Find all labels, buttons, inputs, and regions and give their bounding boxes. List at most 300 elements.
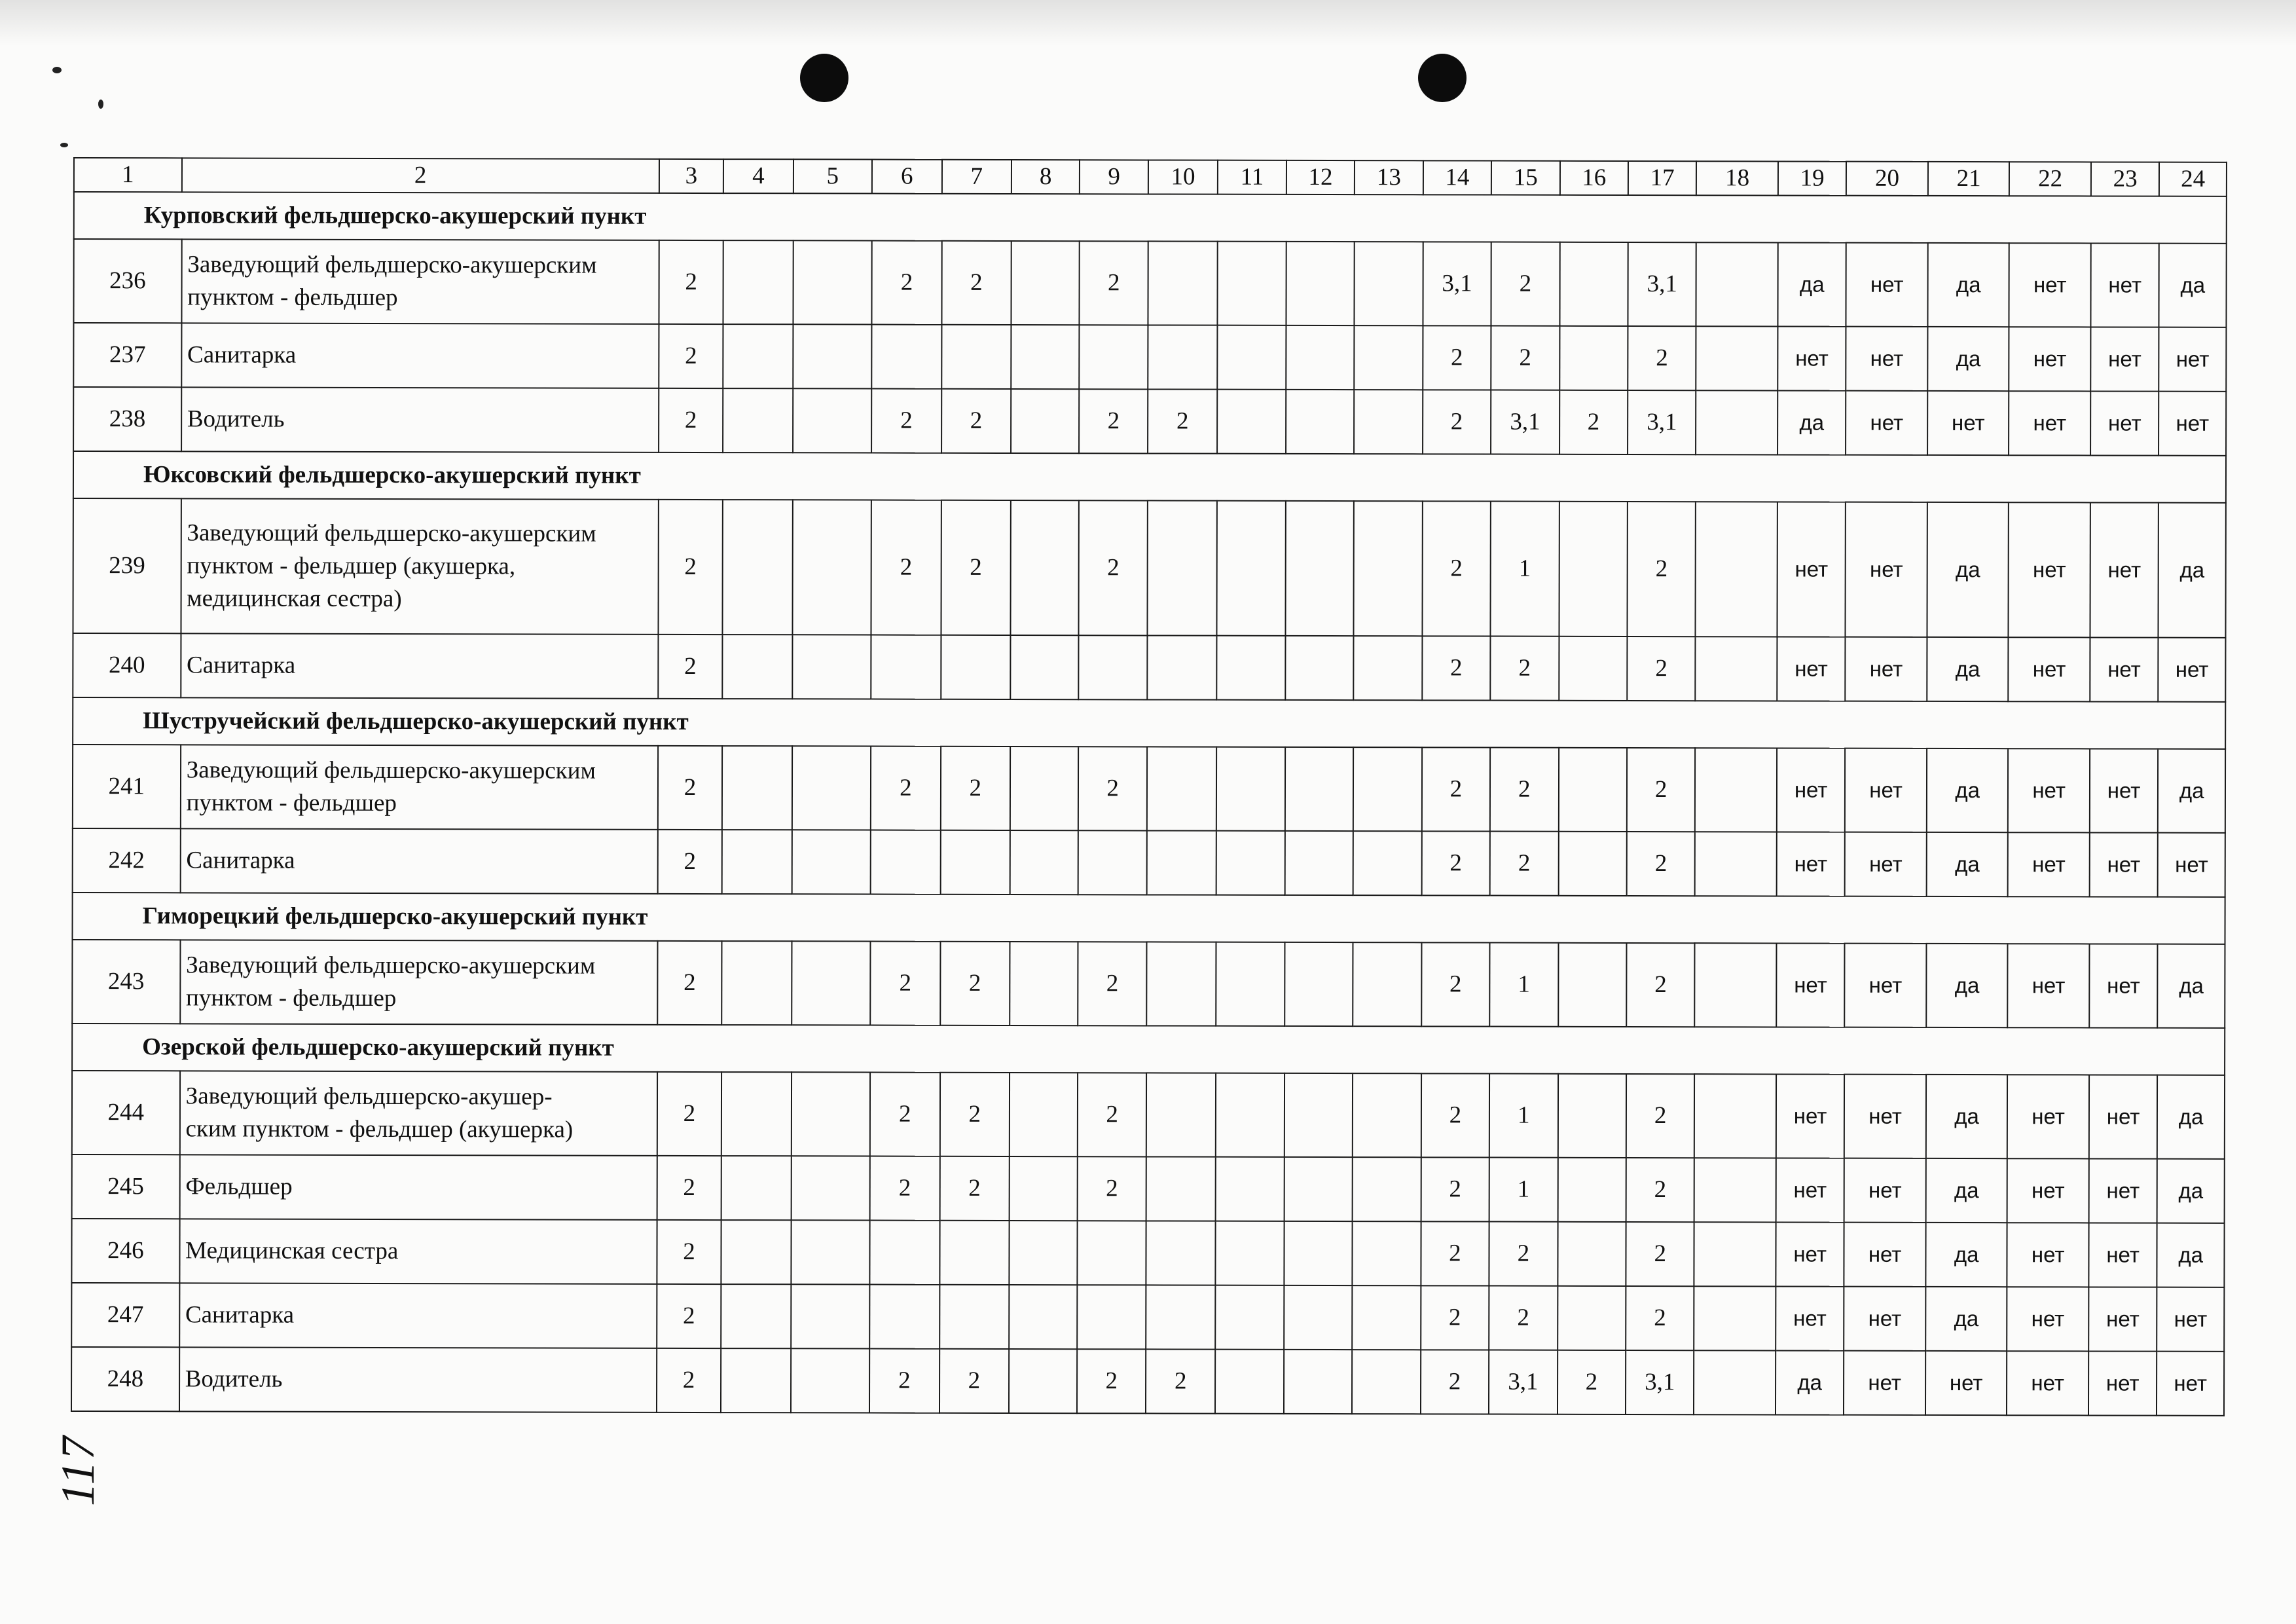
cell-col-4 — [721, 1284, 791, 1348]
table-body — [71, 158, 2227, 1416]
cell-col-23: нет — [2090, 391, 2159, 455]
cell-col-7: 2 — [941, 241, 1011, 325]
section-title: Гиморецкий фельдшерско-акушерский пункт — [72, 893, 2225, 944]
cell-col-3: 2 — [659, 388, 723, 452]
cell-col-18 — [1696, 637, 1777, 701]
cell-col-10 — [1147, 830, 1217, 895]
staffing-table — [71, 157, 2227, 1416]
cell-col-21: да — [1925, 1287, 2007, 1351]
cell-col-3: 2 — [658, 746, 723, 830]
column-number-8: 8 — [1011, 160, 1080, 194]
cell-col-4 — [721, 1220, 792, 1284]
cell-col-6 — [871, 830, 941, 894]
cell-col-13 — [1353, 831, 1422, 895]
cell-col-13 — [1353, 1157, 1421, 1221]
column-number-12: 12 — [1286, 160, 1355, 194]
position-title-line: медицинская сестра) — [187, 585, 402, 612]
cell-col-11 — [1216, 831, 1285, 895]
column-number-17: 17 — [1628, 161, 1697, 195]
cell-col-22: нет — [2009, 327, 2091, 391]
cell-col-9: 2 — [1078, 942, 1147, 1025]
cell-col-19: нет — [1776, 1286, 1844, 1350]
cell-col-14: 2 — [1421, 831, 1490, 895]
punch-hole-left — [800, 54, 848, 102]
column-number-24: 24 — [2159, 162, 2227, 196]
row-number: 248 — [71, 1347, 179, 1411]
position-title-line: Водитель — [185, 1365, 283, 1393]
column-number-18: 18 — [1696, 161, 1778, 195]
cell-col-4 — [723, 500, 793, 635]
cell-col-10: 2 — [1148, 389, 1218, 453]
cell-col-18 — [1696, 502, 1777, 637]
cell-col-8 — [1010, 942, 1078, 1025]
cell-col-24: да — [2158, 944, 2225, 1028]
cell-col-16 — [1558, 832, 1627, 896]
column-number-11: 11 — [1218, 160, 1286, 194]
cell-col-16 — [1558, 1158, 1626, 1222]
position-title — [179, 1219, 657, 1284]
cell-col-9: 2 — [1079, 500, 1148, 635]
cell-col-7 — [941, 325, 1011, 389]
cell-col-22: нет — [2009, 637, 2090, 701]
cell-col-11 — [1217, 390, 1286, 454]
cell-col-9 — [1080, 325, 1148, 389]
row-number: 239 — [73, 498, 181, 633]
cell-col-15: 1 — [1489, 1073, 1558, 1157]
position-title-line: Заведующий фельдшерско-акушер- — [185, 1082, 553, 1111]
cell-col-15: 3,1 — [1491, 390, 1559, 454]
cell-col-23: нет — [2088, 1351, 2157, 1415]
position-title-line: Заведующий фельдшерско-акушерским — [186, 951, 596, 980]
cell-col-21: да — [1925, 1223, 2007, 1287]
cell-col-20: нет — [1846, 243, 1928, 327]
row-number: 245 — [72, 1154, 180, 1219]
cell-col-7: 2 — [940, 747, 1010, 830]
cell-col-19: да — [1777, 390, 1846, 454]
section-header-row — [74, 192, 2227, 244]
cell-col-6 — [871, 324, 941, 388]
cell-col-9 — [1079, 635, 1148, 699]
cell-col-15: 2 — [1490, 636, 1559, 700]
cell-col-13 — [1353, 942, 1421, 1026]
cell-col-16 — [1559, 242, 1628, 326]
cell-col-16: 2 — [1558, 1350, 1626, 1414]
table-row — [71, 1347, 2224, 1416]
position-title — [179, 1071, 657, 1156]
cell-col-23: нет — [2088, 1287, 2157, 1351]
cell-col-21: да — [1926, 944, 2008, 1027]
cell-col-7 — [940, 830, 1010, 895]
cell-col-6: 2 — [871, 388, 941, 452]
cell-col-4 — [722, 746, 792, 830]
cell-col-10 — [1146, 1156, 1216, 1221]
cell-col-8 — [1011, 389, 1080, 453]
column-number-19: 19 — [1778, 161, 1847, 195]
section-title: Юксовский фельдшерско-акушерский пункт — [73, 451, 2226, 503]
cell-col-6 — [869, 1284, 939, 1348]
cell-col-23: нет — [2089, 1075, 2158, 1158]
table-row — [71, 1219, 2224, 1287]
cell-col-8 — [1009, 1349, 1078, 1413]
cell-col-3: 2 — [657, 830, 722, 894]
cell-col-20: нет — [1844, 1351, 1925, 1415]
cell-col-4 — [721, 941, 792, 1025]
cell-col-23: нет — [2090, 637, 2159, 701]
cell-col-19: нет — [1776, 943, 1845, 1027]
cell-col-12 — [1284, 1221, 1353, 1285]
cell-col-21: да — [1926, 1075, 2008, 1158]
table-row — [71, 1283, 2224, 1352]
cell-col-12 — [1286, 242, 1355, 325]
cell-col-8 — [1010, 830, 1079, 895]
table-row — [73, 828, 2225, 897]
cell-col-12 — [1285, 831, 1353, 895]
cell-col-15: 2 — [1490, 747, 1559, 831]
column-number-20: 20 — [1846, 162, 1928, 196]
position-title-line: Заведующий фельдшерско-акушерским — [187, 251, 597, 279]
cell-col-19: да — [1776, 1350, 1844, 1414]
cell-col-19: нет — [1777, 832, 1846, 896]
cell-col-21: да — [1927, 502, 2009, 637]
cell-col-11 — [1216, 1285, 1285, 1350]
cell-col-9: 2 — [1078, 1073, 1146, 1156]
row-number: 243 — [72, 940, 180, 1024]
cell-col-24: нет — [2159, 327, 2227, 392]
cell-col-20: нет — [1844, 1287, 1926, 1351]
cell-col-17: 2 — [1628, 326, 1696, 390]
cell-col-14: 2 — [1421, 1157, 1489, 1221]
cell-col-7 — [939, 1285, 1010, 1349]
cell-col-6: 2 — [870, 1072, 940, 1156]
cell-col-15: 2 — [1491, 242, 1560, 325]
cell-col-12 — [1285, 1073, 1353, 1157]
cell-col-7: 2 — [941, 389, 1011, 453]
cell-col-11 — [1218, 242, 1286, 325]
cell-col-14: 2 — [1421, 942, 1490, 1026]
cell-col-20: нет — [1844, 1223, 1926, 1287]
cell-col-19: нет — [1777, 326, 1846, 390]
cell-col-17: 2 — [1626, 1158, 1695, 1222]
cell-col-14: 2 — [1421, 1350, 1489, 1414]
table-row — [73, 498, 2225, 638]
cell-col-9 — [1078, 1285, 1146, 1349]
cell-col-16 — [1558, 1286, 1626, 1350]
scan-speck — [52, 67, 62, 73]
cell-col-3: 2 — [658, 635, 723, 699]
cell-col-10 — [1146, 1073, 1216, 1156]
cell-col-18 — [1694, 1074, 1776, 1158]
cell-col-11 — [1218, 325, 1286, 390]
cell-col-10 — [1148, 325, 1218, 389]
cell-col-23: нет — [2090, 327, 2159, 391]
column-number-10: 10 — [1148, 160, 1218, 194]
cell-col-3: 2 — [657, 1220, 721, 1284]
cell-col-17: 2 — [1626, 1286, 1694, 1350]
cell-col-24: да — [2159, 244, 2227, 327]
cell-col-12 — [1284, 1285, 1353, 1350]
cell-col-18 — [1694, 1286, 1776, 1350]
cell-col-5 — [792, 830, 871, 894]
cell-col-8 — [1009, 1221, 1078, 1285]
cell-col-20: нет — [1846, 637, 1927, 701]
scan-speck — [98, 100, 103, 109]
cell-col-10 — [1148, 241, 1218, 325]
column-number-23: 23 — [2091, 162, 2160, 196]
column-number-21: 21 — [1928, 162, 2010, 196]
cell-col-5 — [792, 635, 871, 699]
cell-col-14: 2 — [1423, 325, 1491, 390]
cell-col-22: нет — [2009, 243, 2091, 327]
table-row — [72, 1071, 2225, 1159]
cell-col-22: нет — [2007, 1223, 2089, 1287]
cell-col-20: нет — [1845, 832, 1927, 896]
cell-col-16 — [1558, 943, 1627, 1027]
section-header-row — [72, 893, 2225, 944]
section-header-row — [73, 697, 2225, 749]
cell-col-8 — [1011, 500, 1080, 635]
cell-col-23: нет — [2090, 502, 2159, 637]
cell-col-5 — [792, 746, 871, 830]
table-row — [73, 387, 2226, 456]
cell-col-16 — [1558, 1222, 1626, 1286]
cell-col-14: 2 — [1422, 636, 1491, 700]
cell-col-4 — [721, 1348, 791, 1412]
cell-col-18 — [1694, 1350, 1776, 1414]
cell-col-9: 2 — [1077, 1349, 1146, 1413]
cell-col-3: 2 — [658, 500, 723, 635]
position-title-line: пунктом - фельдшер — [185, 984, 397, 1012]
cell-col-9: 2 — [1080, 389, 1148, 453]
cell-col-7 — [941, 635, 1011, 699]
cell-col-9: 2 — [1080, 241, 1148, 325]
position-title-line: Санитарка — [185, 1301, 295, 1329]
cell-col-10 — [1147, 635, 1217, 699]
cell-col-10 — [1147, 747, 1217, 830]
column-number-6: 6 — [872, 160, 942, 194]
position-title — [181, 323, 659, 388]
cell-col-12 — [1284, 1350, 1353, 1414]
cell-col-4 — [723, 324, 793, 388]
cell-col-24: нет — [2157, 1352, 2224, 1416]
cell-col-21: да — [1927, 748, 2009, 832]
cell-col-15: 1 — [1491, 501, 1559, 636]
punch-hole-right — [1418, 54, 1467, 102]
cell-col-5 — [792, 941, 871, 1025]
cell-col-16 — [1558, 1074, 1626, 1158]
cell-col-18 — [1694, 1222, 1776, 1286]
cell-col-4 — [721, 1156, 792, 1220]
cell-col-14: 3,1 — [1423, 242, 1491, 325]
cell-col-22: нет — [2007, 1075, 2089, 1158]
position-title-line: Заведующий фельдшерско-акушерским — [186, 756, 596, 784]
page-number-handwritten: 117 — [52, 1435, 104, 1506]
cell-col-20: нет — [1846, 327, 1928, 391]
cell-col-15: 2 — [1489, 1221, 1558, 1285]
position-title — [181, 498, 659, 635]
cell-col-6: 2 — [870, 1156, 940, 1220]
cell-col-19: нет — [1776, 1222, 1844, 1286]
cell-col-5 — [793, 388, 872, 452]
cell-col-15: 2 — [1491, 325, 1559, 390]
cell-col-10 — [1146, 942, 1216, 1025]
cell-col-16 — [1559, 637, 1628, 701]
table-row — [73, 745, 2225, 833]
cell-col-16: 2 — [1559, 390, 1628, 454]
table-row — [73, 239, 2226, 327]
section-header-row — [72, 1024, 2225, 1075]
cell-col-21: нет — [1927, 391, 2009, 455]
cell-col-20: нет — [1844, 1075, 1926, 1158]
column-number-13: 13 — [1355, 160, 1423, 194]
column-number-14: 14 — [1423, 160, 1492, 194]
cell-col-15: 3,1 — [1489, 1350, 1558, 1414]
cell-col-4 — [722, 635, 792, 699]
position-title — [181, 745, 658, 830]
column-number-15: 15 — [1491, 161, 1560, 195]
table-row — [73, 633, 2225, 702]
cell-col-12 — [1285, 747, 1354, 831]
cell-col-13 — [1353, 1221, 1421, 1285]
cell-col-9 — [1078, 1221, 1146, 1285]
cell-col-11 — [1217, 501, 1286, 636]
cell-col-11 — [1216, 1157, 1285, 1221]
cell-col-23: нет — [2089, 944, 2158, 1027]
cell-col-19: нет — [1776, 1074, 1845, 1158]
position-title — [180, 828, 657, 894]
cell-col-17: 3,1 — [1628, 390, 1696, 454]
cell-col-5 — [791, 1156, 870, 1220]
cell-col-22: нет — [2007, 1158, 2089, 1223]
section-title: Шустручейский фельдшерско-акушерский пункт — [73, 697, 2225, 749]
cell-col-14: 2 — [1422, 501, 1491, 636]
cell-col-22: нет — [2007, 1351, 2088, 1415]
cell-col-3: 2 — [657, 1156, 721, 1220]
column-number-7: 7 — [941, 160, 1011, 194]
cell-col-19: нет — [1777, 637, 1846, 701]
cell-col-21: да — [1927, 637, 2009, 701]
cell-col-20: нет — [1844, 1158, 1926, 1223]
cell-col-5 — [793, 324, 872, 388]
cell-col-14: 2 — [1421, 1285, 1489, 1350]
cell-col-15: 1 — [1489, 942, 1558, 1026]
cell-col-24: да — [2157, 1075, 2225, 1159]
cell-col-17: 3,1 — [1626, 1350, 1694, 1414]
position-title-line: пунктом - фельдшер — [186, 789, 397, 817]
cell-col-3: 2 — [659, 240, 723, 324]
cell-col-9: 2 — [1078, 747, 1147, 830]
cell-col-8 — [1010, 1073, 1078, 1156]
cell-col-6: 2 — [871, 500, 941, 635]
position-title — [181, 633, 658, 699]
position-title — [180, 940, 657, 1025]
cell-col-5 — [793, 240, 872, 324]
cell-col-22: нет — [2009, 502, 2090, 637]
column-number-16: 16 — [1559, 161, 1628, 195]
cell-col-8 — [1009, 1285, 1078, 1349]
cell-col-11 — [1215, 1350, 1284, 1414]
row-number: 237 — [73, 323, 181, 387]
cell-col-18 — [1694, 1158, 1776, 1222]
position-title — [179, 1283, 657, 1348]
cell-col-21: нет — [1925, 1351, 2007, 1415]
column-number-9: 9 — [1080, 160, 1148, 194]
cell-col-23: нет — [2089, 1158, 2158, 1223]
cell-col-13 — [1355, 242, 1423, 325]
cell-col-15: 1 — [1489, 1157, 1558, 1221]
cell-col-5 — [791, 1072, 870, 1156]
cell-col-11 — [1216, 942, 1285, 1026]
cell-col-13 — [1353, 747, 1422, 831]
cell-col-16 — [1558, 748, 1627, 832]
cell-col-24: да — [2157, 1159, 2225, 1223]
cell-col-14: 2 — [1423, 390, 1491, 454]
cell-col-21: да — [1927, 243, 2009, 327]
cell-col-3: 2 — [657, 1284, 721, 1348]
cell-col-17: 2 — [1627, 748, 1696, 832]
cell-col-21: да — [1926, 1158, 2008, 1223]
position-title-line: Санитарка — [186, 847, 295, 874]
cell-col-4 — [723, 240, 793, 324]
cell-col-7: 2 — [939, 1073, 1010, 1156]
cell-col-23: нет — [2088, 1223, 2157, 1287]
cell-col-13 — [1355, 325, 1423, 390]
section-header-row — [73, 451, 2226, 503]
cell-col-7: 2 — [939, 1156, 1010, 1221]
position-title-line: Водитель — [187, 405, 285, 433]
cell-col-14: 2 — [1421, 1073, 1489, 1157]
cell-col-22: нет — [2008, 944, 2090, 1027]
cell-col-16 — [1559, 502, 1628, 637]
cell-col-11 — [1217, 636, 1286, 700]
table-row — [73, 323, 2226, 392]
position-title — [179, 1347, 657, 1412]
cell-col-24: нет — [2157, 1287, 2225, 1352]
cell-col-23: нет — [2090, 832, 2159, 896]
row-number: 244 — [72, 1071, 180, 1154]
cell-col-3: 2 — [657, 1072, 722, 1156]
cell-col-10 — [1146, 1285, 1216, 1349]
scan-speck — [60, 143, 68, 147]
cell-col-18 — [1696, 390, 1777, 454]
cell-col-19: нет — [1777, 748, 1846, 832]
scan-shadow — [0, 0, 2296, 46]
cell-col-8 — [1010, 747, 1079, 830]
cell-col-24: нет — [2159, 392, 2226, 456]
cell-col-20: нет — [1845, 748, 1927, 832]
cell-col-6: 2 — [871, 746, 941, 830]
cell-col-8 — [1010, 635, 1079, 699]
section-title: Озерской фельдшерско-акушерский пункт — [72, 1024, 2225, 1075]
position-title-line: Санитарка — [187, 652, 296, 679]
cell-col-23: нет — [2090, 243, 2159, 327]
position-title — [179, 1154, 657, 1220]
row-number: 246 — [71, 1219, 179, 1283]
cell-col-21: да — [1927, 832, 2009, 896]
row-number: 236 — [73, 239, 181, 323]
row-number: 240 — [73, 633, 181, 697]
row-number: 242 — [73, 828, 181, 893]
cell-col-22: нет — [2008, 832, 2090, 896]
cell-col-21: да — [1927, 327, 2009, 391]
column-number-2: 2 — [182, 158, 659, 193]
cell-col-12 — [1284, 1157, 1353, 1221]
cell-col-7 — [939, 1221, 1010, 1285]
cell-col-18 — [1695, 748, 1777, 832]
cell-col-22: нет — [2009, 391, 2090, 455]
column-number-3: 3 — [659, 159, 724, 193]
cell-col-4 — [721, 1072, 792, 1156]
cell-col-11 — [1216, 1073, 1285, 1157]
